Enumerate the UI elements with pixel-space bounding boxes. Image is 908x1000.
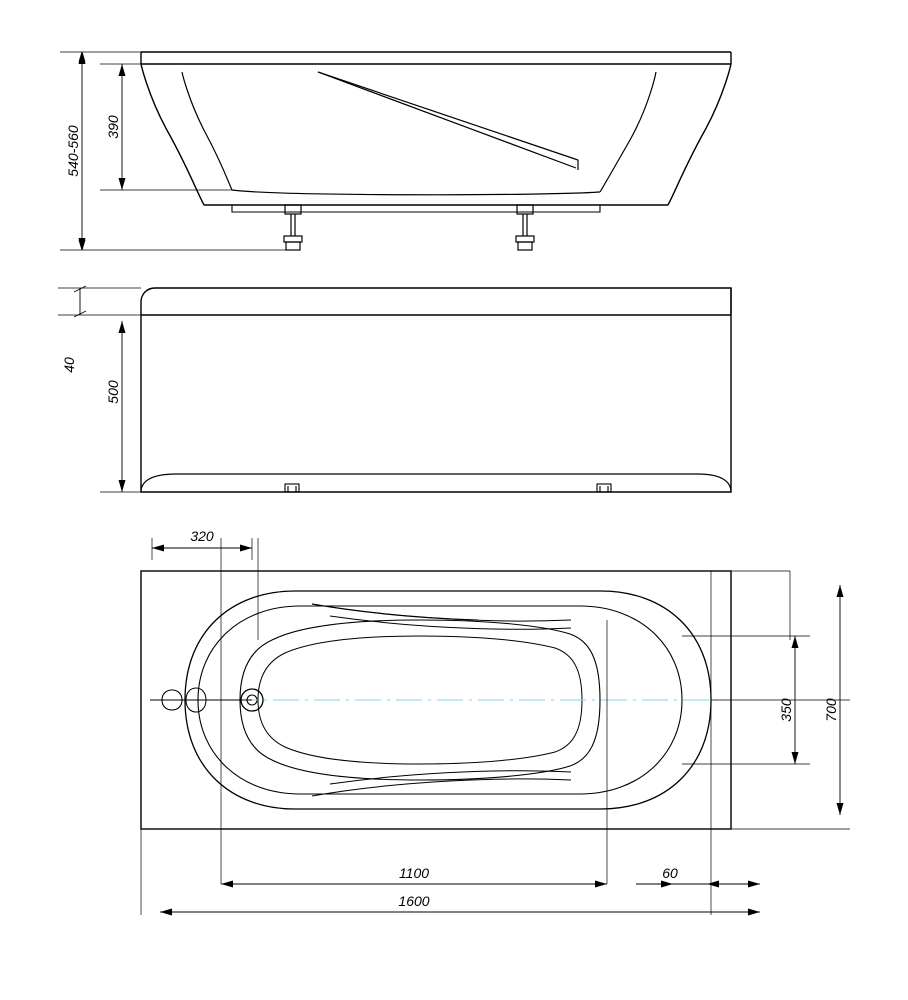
- dim-offset-right-view3: [636, 881, 760, 888]
- dim-label-inner-length: 1100: [398, 865, 430, 881]
- leg-right-panel-view: [597, 484, 611, 492]
- dim-overall-length-view3: [160, 909, 760, 916]
- dim-label-panel-height: 500: [105, 380, 121, 404]
- side-panel-view: [141, 288, 731, 492]
- dim-label-rim: 40: [61, 357, 77, 373]
- front-section-view: [141, 52, 731, 212]
- dim-label-overall-height: 540-560: [65, 125, 81, 177]
- dim-label-inner-depth: 390: [105, 115, 121, 139]
- dim-panel-height-view2: [119, 321, 126, 492]
- dim-label-offset-left: 320: [190, 528, 214, 544]
- dim-label-overall-length: 1600: [398, 893, 430, 909]
- dim-label-inner-width: 350: [778, 698, 794, 722]
- dim-label-overall-width: 700: [823, 698, 839, 722]
- view2-extension-lines: [58, 288, 285, 492]
- dim-rim-view2: [74, 286, 86, 317]
- view1-extension-lines: [60, 52, 286, 250]
- dim-inner-length-view3: [221, 881, 607, 888]
- view3-construction-lines: [141, 538, 850, 915]
- dim-label-offset-right: 60: [662, 865, 678, 881]
- leg-left-panel-view: [285, 484, 299, 492]
